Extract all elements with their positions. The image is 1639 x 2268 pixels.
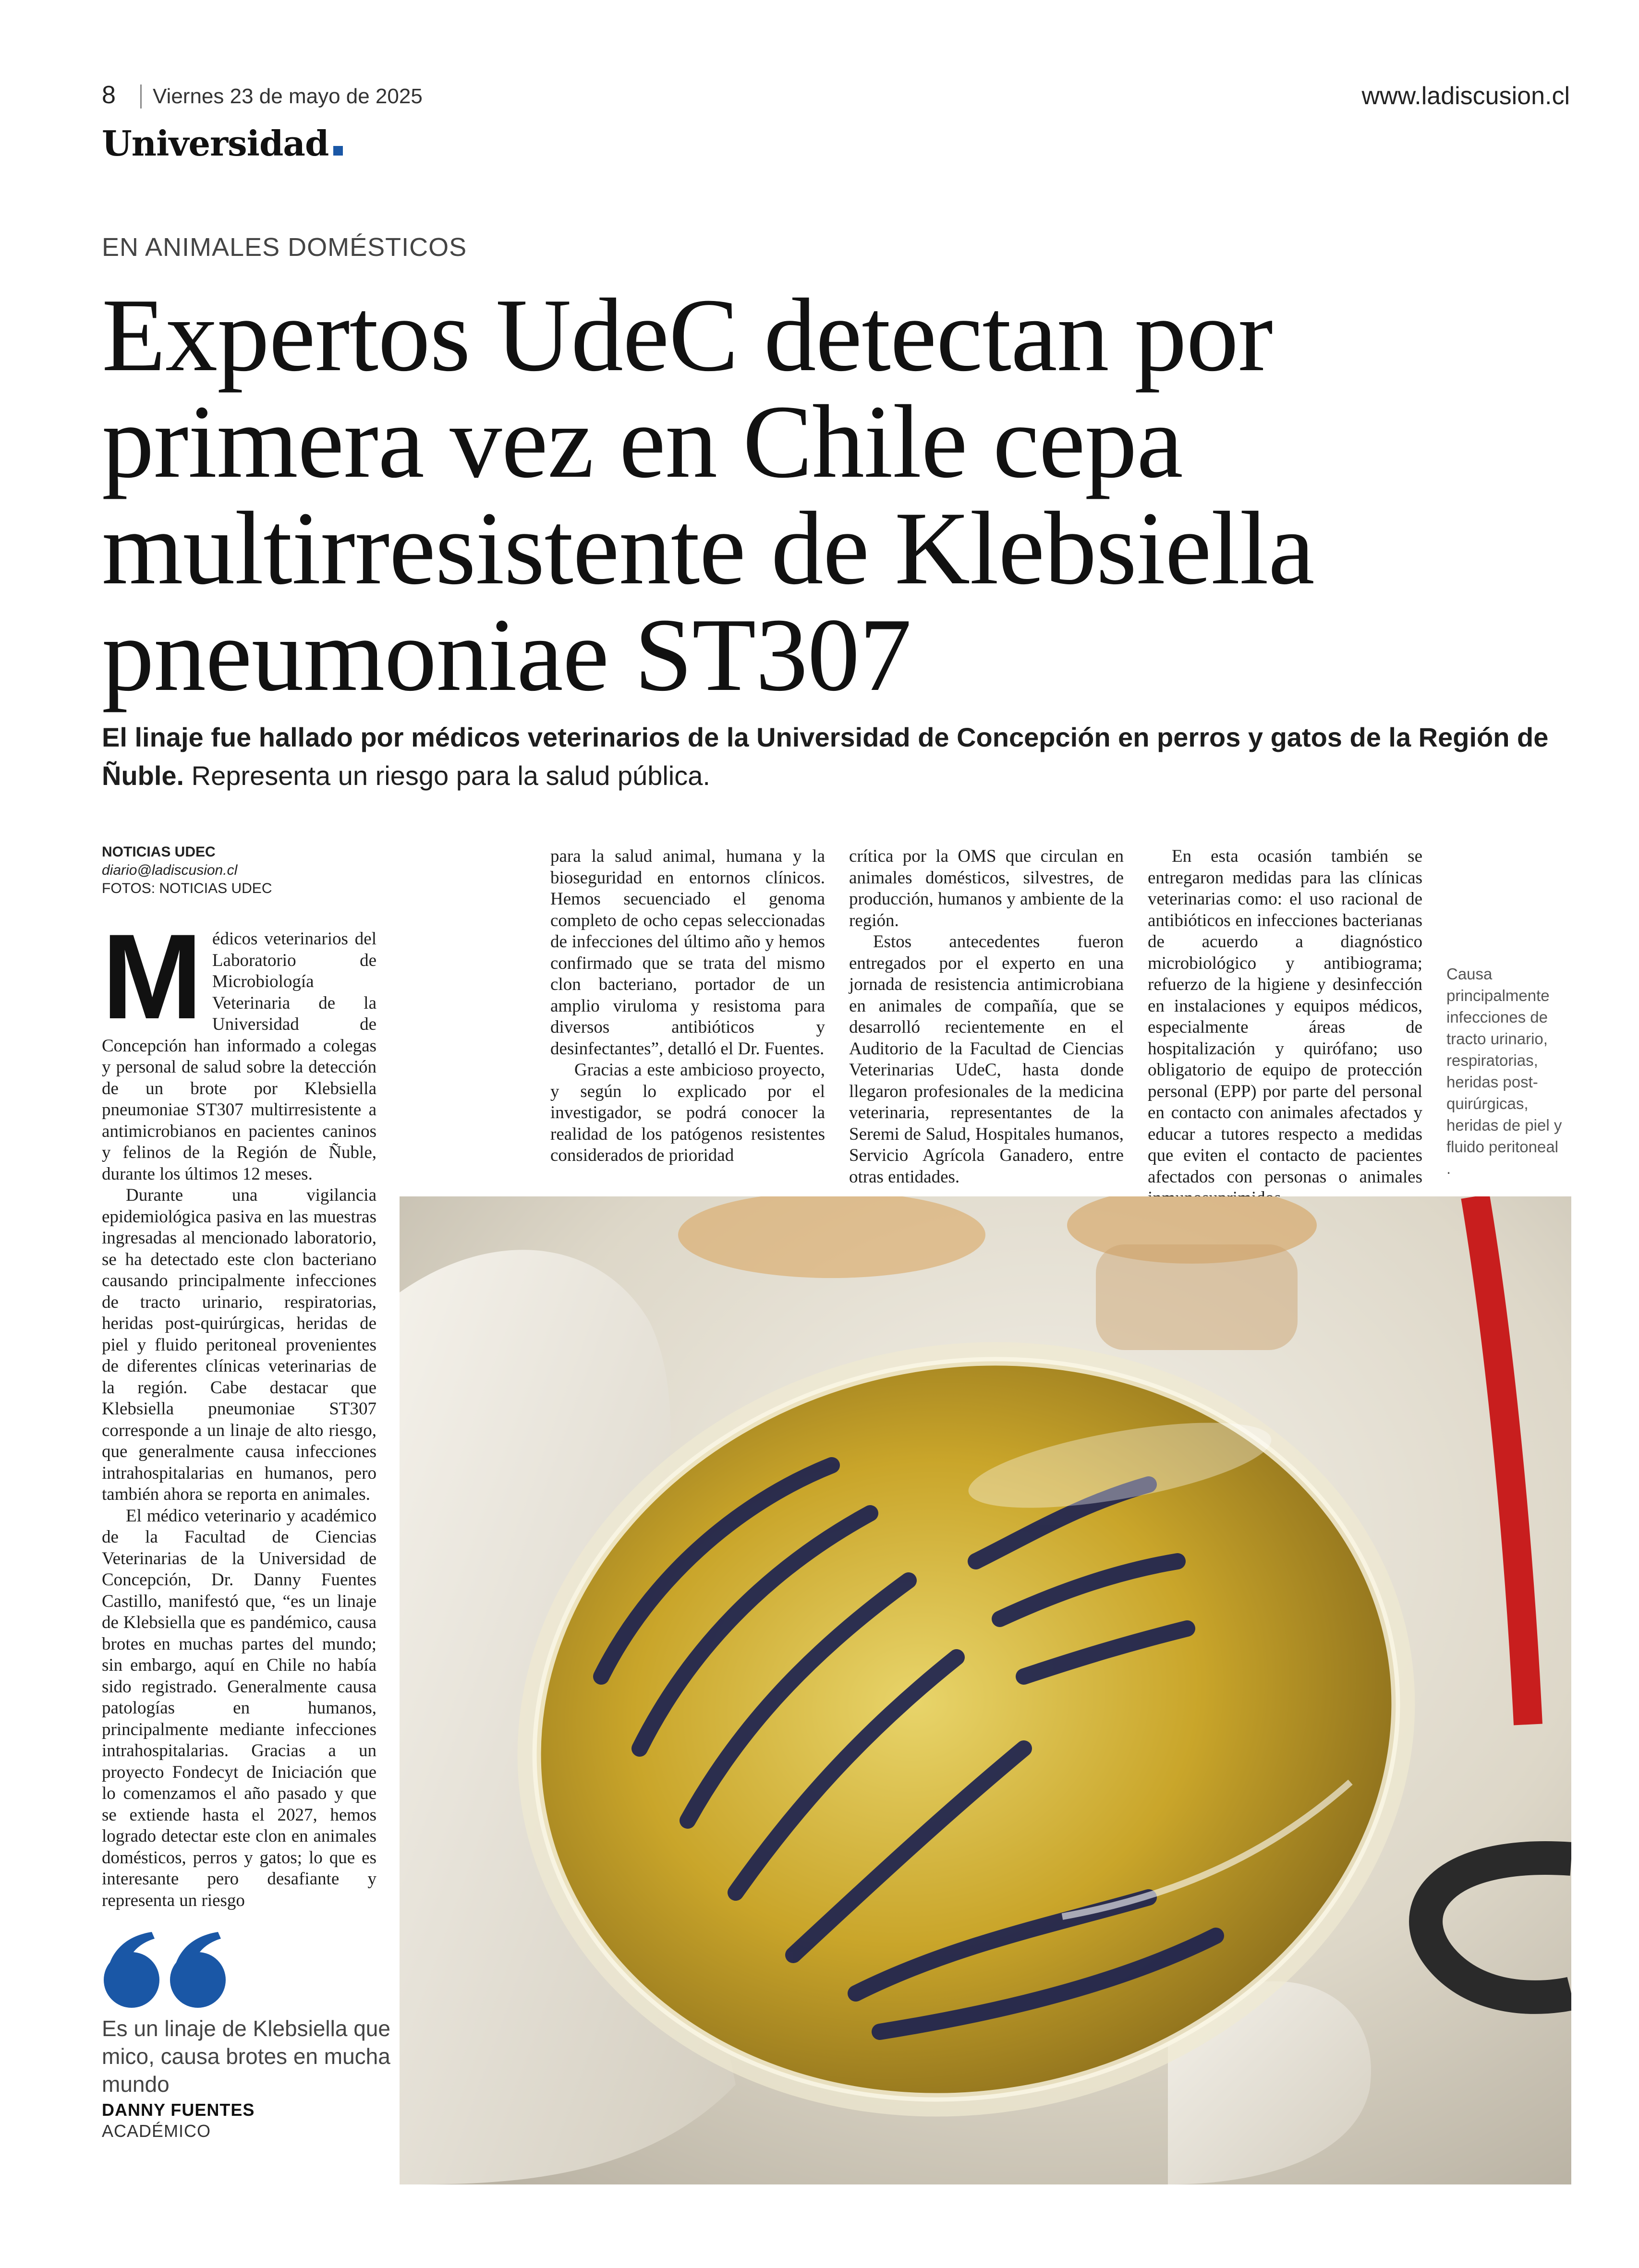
section-dot-icon [333,146,343,156]
pull-quote-line-1: Es un linaje de Klebsiella que [102,2016,390,2041]
paragraph-6: En esta ocasión también se entregaron medidas para las clínicas veterinarias como: el uso racional de antibióticos en infecciones bacterianas de acuerdo a diagnóstico microbiológico y antibiograma; refuerzo de la higiene y desinfección en instalaciones y equipos médicos, especialmente áreas de hospitalización y quirófano; uso obligatorio de equipo de protección personal (EPP) por parte del personal en contacto con animales afectados y educar a tutores respecto a medidas que eviten el contacto de pacientes afectados con personas o animales [1148,846,1422,1187]
paragraph-1: édicos veterinarios del Laboratorio de Microbiología Veterinaria de la Universidad de Concepción han informado a colegas y personal de salud sobre la detección de un brote por Klebsiella pneumoniae ST307 multirresistente a antimicrobianos en pacientes caninos y felinos de la Región de Ñuble, durante los últimos 12 meses. [102,929,376,1184]
issue-date: Viernes 23 de mayo de 2025 [153,84,423,108]
byline-photos: FOTOS: NOTICIAS UDEC [102,881,272,896]
article-column-3 [849,846,1124,1188]
page-number: 8 [102,81,116,109]
pull-quote-line-3: mundo [102,2072,170,2097]
petri-dish-image [400,1196,1571,2184]
quote-author-role: ACADÉMICO [102,2121,211,2141]
pull-quote-line-2: mico, causa brotes en mucha [102,2044,390,2069]
article-headline: Expertos UdeC detectan por primera vez en Chile cepa multirresistente de Klebsiella pneumoniae ST307 [102,277,1314,713]
paragraph-3-continued: para la salud animal, humana y la bioseguridad en entornos clínicos. Hemos secuenciado el genoma completo de ocho cepas seleccionadas de infecciones del último año y hemos confirmado que se trata del mismo clon bacteriano, portador de un amplio viruloma y resistoma para diversos antibióticos y desinfectantes”, detalló el Dr. Fuentes. [550,846,825,1059]
website-link[interactable]: www.ladiscusion.cl [1361,82,1570,110]
paragraph-4-continued: crítica por la OMS que circulan en animales domésticos, silvestres, de producción, humanos y ambiente de la región. [849,846,1124,930]
drop-cap: M [102,909,203,1044]
article-column-2 [550,846,825,1167]
byline-source: NOTICIAS UDEC [102,844,216,860]
section-label: Universidad [102,123,329,164]
deck-bold: El linaje fue hallado por médicos veterinarios de la Universidad de Concepción en perros y gatos de la Región de Ñuble. [102,722,1549,791]
paragraph-5: Estos antecedentes fueron entregados por el experto en una jornada de resistencia antimicrobiana en animales de compañía, que se desarrolló recientemente en el Auditorio de la Facultad de Ciencias Veterinarias UdeC, hasta donde llegaron profesionales de la medicina veterinaria, representantes de la Seremi de Salud, Hospitales humanos, Servicio Agrícola Ganadero, entre otras entidades. [849,932,1124,1187]
paragraph-4: Gracias a este ambicioso proyecto, y según lo explicado por el investigador, se podrá conocer la realidad de los patógenos resistentes considerados de prioridad [550,1060,825,1165]
photo-caption: Causa principalmente infecciones de tracto urinario, respiratorias, heridas post-quirúrgicas, heridas de piel y fluido peritoneal . [1446,965,1562,1177]
article-kicker: EN ANIMALES DOMÉSTICOS [102,233,467,262]
quote-icon [102,1932,229,2009]
pull-quote [102,2015,407,2098]
article-column-1 [102,909,376,1911]
paragraph-3: El médico veterinario y académico de la Facultad de Ciencias Veterinarias de la Universidad de Concepción, Dr. Danny Fuentes Castillo, manifestó que, “es un linaje de Klebsiella que es pandémico, causa brotes en muchas partes del mundo; sin embargo, aquí en Chile no había sido registrado. Generalmente causa patologías en humanos, principalmente mediante infecciones intrahospitalarias. Gracias a un proyecto Fondecyt de Iniciación que lo comenzamos el año pasado y que se extiende hasta el 2027, hemos logrado detectar este clon en animales domésticos, perros y gatos; lo que es interesante pero desafiante y representa un riesgo [102,1506,376,1910]
byline [102,843,371,898]
quote-author-name: DANNY FUENTES [102,2100,255,2120]
section-title [102,123,343,164]
article-deck [102,718,1571,795]
header-divider [140,84,142,109]
deck-rest: Representa un riesgo para la salud pública. [184,760,710,791]
paragraph-2: Durante una vigilancia epidemiológica pasiva en las muestras ingresadas al mencionado laboratorio, se ha detectado este clon bacteriano causando principalmente infecciones de tracto urinario, respiratorias, heridas post-quirúrgicas, heridas de piel y fluido peritoneal provenientes de diferentes clínicas veterinarias de la región. Cabe destacar que Klebsiella pneumoniae ST307 corresponde a un linaje de alto riesgo, que generalmente causa infecciones intrahospitalarias en humanos, pero también ahora se reporta en animales. [102,1185,376,1504]
article-column-4 [1148,846,1422,1209]
article-photo [400,1196,1571,2184]
byline-email[interactable]: diario@ladiscusion.cl [102,862,238,878]
